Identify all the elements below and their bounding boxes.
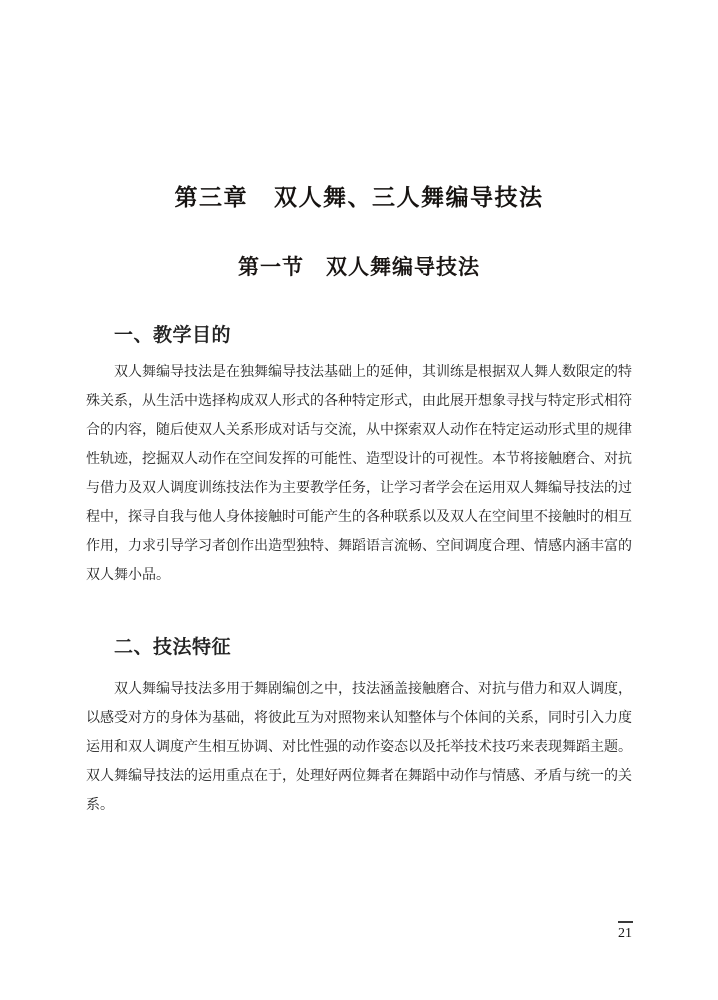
chapter-number: 第三章: [174, 184, 248, 210]
chapter-title: [0, 179, 718, 212]
folio-rule: [618, 921, 633, 923]
section-number: 第一节: [238, 255, 304, 279]
page-number: 21: [618, 926, 632, 941]
chapter-name: 双人舞、三人舞编导技法: [274, 184, 544, 210]
section-title: [0, 251, 718, 281]
page-footer: [617, 921, 633, 941]
heading-technique-features: 二、技法特征: [114, 637, 232, 658]
paragraph-technique-features: 双人舞编导技法多用于舞剧编创之中，技法涵盖接触磨合、对抗与借力和双人调度，以感受对方的身体为基础，将彼此互为对照物来认知整体与个体间的关系，同时引入力度运用和双人调度产生相互协调、对比性强的动作姿态以及托举技术技巧来表现舞蹈主题。双人舞编导技法的运用重点在于，处理好两位舞者在舞蹈中动作与情感、矛盾与统一的关系。: [86, 682, 632, 813]
paragraph-teaching-purpose: 双人舞编导技法是在独舞编导技法基础上的延伸，其训练是根据双人舞人数限定的特殊关系，从生活中选择构成双人形式的各种特定形式，由此展开想象寻找与特定形式相符合的内容，随后使双人关系形成对话与交流，从中探索双人动作在特定运动形式里的规律性轨迹，挖掘双人动作在空间发挥的可能性、造型设计的可视性。本节将接触磨合、对抗与借力及双人调度训练技法作为主要教学任务，让学习者学会在运用双人舞编导技法的过程中，探寻自我与他人身体接触时可能产生的各种联系以及双人在空间里不接触时的相互作用，力求引导学习者创作出造型独特、舞蹈语言流畅、空间调度合理、情感内涵丰富的双人舞小品。: [86, 365, 632, 583]
heading-teaching-purpose: 一、教学目的: [114, 325, 232, 346]
section-name: 双人舞编导技法: [326, 255, 480, 279]
